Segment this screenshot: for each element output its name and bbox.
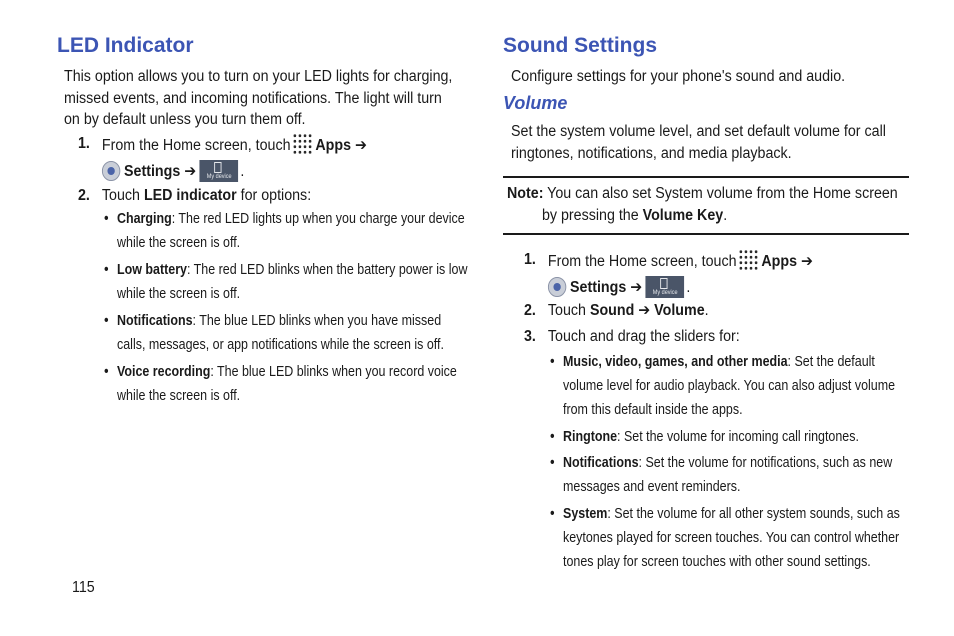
arrow-icon: ➔ — [355, 137, 367, 154]
step-text: From the Home screen, touch — [101, 137, 291, 154]
step-text-end: . — [704, 302, 709, 319]
note-top-rule — [503, 176, 909, 178]
bullet-text: tones play for screen touches with other sound settings. — [563, 554, 871, 570]
apps-grid-icon — [292, 133, 312, 155]
step-text: Touch and drag the sliders for: — [547, 328, 740, 345]
bullet-dot: • — [104, 211, 109, 227]
led-intro — [64, 66, 452, 131]
sound-bullet-media — [550, 350, 896, 422]
step-number: 1. — [524, 251, 536, 268]
bullet-term: Notifications — [117, 313, 193, 329]
bullet-text: : The red LED blinks when the battery power is low — [186, 262, 468, 278]
my-device-label: My device — [652, 290, 678, 296]
arrow-icon: ➔ — [630, 279, 643, 296]
bullet-text: : Set the volume for all other system sounds, such as — [607, 506, 900, 522]
sound-step-2 — [524, 300, 709, 322]
apps-grid-icon — [738, 249, 758, 271]
led-step-1 — [78, 133, 367, 183]
bullet-term: Voice recording — [117, 364, 211, 380]
led-bullet-notifications — [104, 309, 444, 357]
period: . — [240, 163, 245, 180]
bullet-text: from this default inside the apps. — [563, 402, 743, 418]
bullet-dot: • — [550, 429, 555, 445]
intro-line: This option allows you to turn on your LED lights for charging, — [64, 68, 453, 85]
bullet-text: : The blue LED blinks when you have missed — [192, 313, 442, 329]
arrow-icon: ➔ — [184, 163, 197, 180]
volume-line: ringtones, notifications, and media playback. — [511, 144, 792, 162]
note-text: by pressing the — [541, 206, 643, 224]
phone-icon — [661, 278, 668, 289]
volume-line: Set the system volume level, and set default volume for call — [511, 123, 886, 140]
step-text: From the Home screen, touch — [547, 253, 737, 270]
sound-settings-title: Sound Settings — [503, 34, 657, 57]
step-number: 3. — [524, 328, 536, 345]
bullet-text: : The red LED lights up when you charge your device — [171, 211, 465, 227]
led-bullet-voice-recording — [104, 360, 457, 408]
settings-gear-icon — [102, 161, 120, 181]
bullet-term: Notifications — [563, 455, 639, 471]
volume-label: Volume — [654, 302, 705, 319]
intro-line: on by default unless you turn them off. — [64, 111, 306, 128]
step-number: 2. — [524, 302, 536, 319]
step-text-end: for options: — [236, 187, 312, 204]
settings-label: Settings — [124, 163, 181, 180]
sound-step-1 — [524, 249, 813, 299]
note-text-end: . — [723, 206, 728, 224]
step-number: 1. — [78, 135, 90, 152]
volume-key-label: Volume Key — [642, 206, 724, 224]
bullet-term: System — [563, 506, 608, 522]
phone-icon — [215, 162, 222, 173]
sound-bullet-ringtone — [550, 425, 859, 449]
note-bottom-rule — [503, 233, 909, 235]
step-number: 2. — [78, 187, 90, 204]
period: . — [686, 279, 691, 296]
bullet-text: keytones played for screen touches. You can control whether — [563, 530, 900, 546]
bullet-text: : Set the volume for incoming call ringtones. — [617, 429, 859, 445]
note-text: You can also set System volume from the Home screen — [543, 185, 898, 202]
arrow-icon: ➔ — [634, 302, 655, 319]
bullet-term: Low battery — [117, 262, 187, 278]
bullet-dot: • — [104, 364, 109, 380]
note-label: Note: — [507, 185, 544, 202]
led-indicator-title: LED Indicator — [57, 34, 194, 57]
apps-label: Apps — [761, 253, 798, 270]
sound-label: Sound — [589, 302, 635, 319]
bullet-text: while the screen is off. — [117, 388, 241, 404]
bullet-term: Ringtone — [563, 429, 618, 445]
bullet-text: while the screen is off. — [117, 286, 241, 302]
bullet-dot: • — [104, 262, 109, 278]
bullet-text: volume level for audio playback. You can also adjust volume — [563, 378, 896, 394]
bullet-text: while the screen is off. — [117, 235, 241, 251]
led-bullet-charging — [104, 207, 465, 255]
bullet-dot: • — [550, 354, 555, 370]
note-block — [507, 183, 898, 226]
bullet-text: : Set the volume for notifications, such as new — [638, 455, 893, 471]
settings-label: Settings — [570, 279, 627, 296]
apps-label: Apps — [315, 137, 352, 154]
arrow-icon: ➔ — [801, 253, 813, 270]
led-bullet-low-battery — [104, 258, 468, 306]
bullet-text: : Set the default — [787, 354, 875, 370]
sound-bullet-notifications — [550, 451, 893, 499]
my-device-tab-icon — [200, 160, 239, 182]
bullet-text: messages and event reminders. — [563, 479, 741, 495]
bullet-text: : The blue LED blinks when you record voice — [210, 364, 457, 380]
led-indicator-label: LED indicator — [143, 187, 237, 204]
bullet-term: Charging — [117, 211, 172, 227]
bullet-term: Music, video, games, and other media — [563, 354, 788, 370]
bullet-dot: • — [550, 506, 555, 522]
intro-line: missed events, and incoming notifications. The light will turn — [64, 89, 442, 107]
sound-step-3 — [524, 326, 740, 348]
page-number: 115 — [72, 579, 95, 596]
settings-gear-icon — [548, 277, 566, 297]
led-step-2 — [78, 185, 311, 207]
sound-bullet-system — [550, 502, 900, 574]
sound-intro: Configure settings for your phone's sound and audio. — [511, 68, 846, 85]
bullet-dot: • — [550, 455, 555, 471]
volume-description — [511, 121, 886, 164]
my-device-label: My device — [206, 174, 232, 180]
bullet-dot: • — [104, 313, 109, 329]
my-device-tab-icon — [646, 276, 685, 298]
step-text: Touch — [547, 302, 590, 319]
bullet-text: calls, messages, or app notifications while the screen is off. — [117, 337, 444, 353]
step-text: Touch — [101, 187, 144, 204]
volume-heading: Volume — [503, 93, 568, 113]
